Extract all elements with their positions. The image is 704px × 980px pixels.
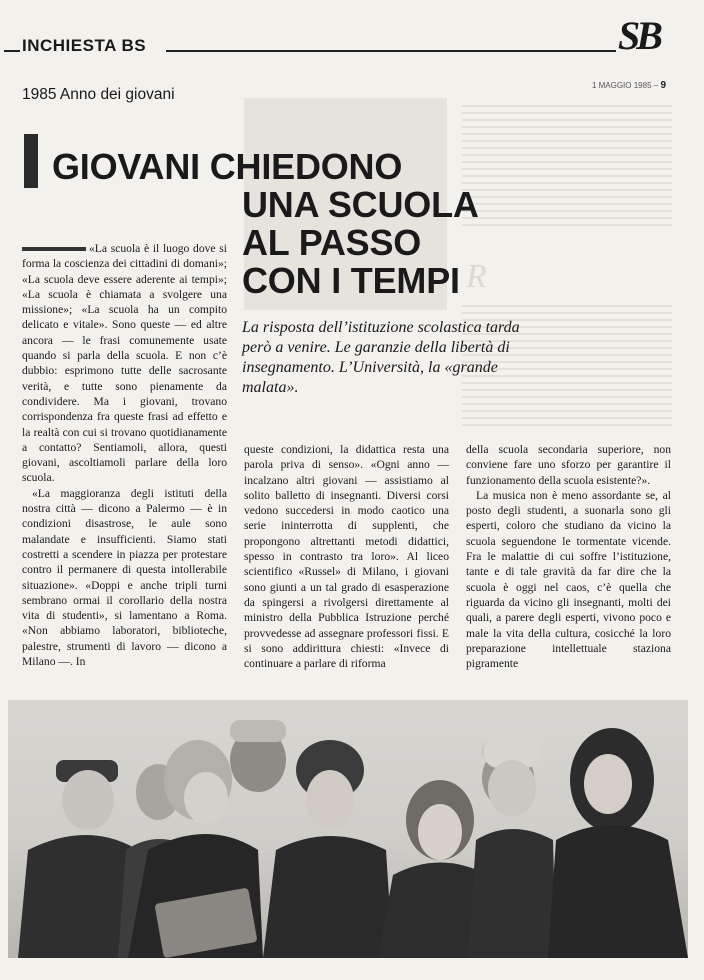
headline-line-3: AL PASSO (242, 222, 422, 263)
ghost-text-block (462, 100, 672, 230)
body-paragraph: della scuola secondaria superiore, non conviene fare uno sforzo per garantire il funzionamento della scuola esistente?». (466, 443, 671, 487)
body-column-2 (244, 442, 449, 671)
issue-date: 1 MAGGIO 1985 (591, 81, 652, 90)
body-paragraph: La musica non è meno assordante se, al posto degli studenti, a suonarla sono gli esperti, coloro che studiano da vicino la scuola seguendone le tormentate vicende. Fra le malattie di cui soffre l’istituzione, tante e di tale gravità da far dire che la scuola è oggi nel caos, c’è quella che riguarda da vicino gli insegnanti, molti dei quali, a parere degli esperti, vivono poco e male la vita della cultura, cosicché la loro preparazione intellettuale staziona pigramente (466, 488, 671, 671)
headline-initial-bar (24, 134, 38, 188)
body-paragraph: «La maggioranza degli istituti della nostra città — dicono a Palermo — è in condizioni disastrose, le aule sono malandate e insufficienti. Siamo stati costretti a scendere in piazza per protestare contro il permanere di questa intollerabile situazione». «Doppi e anche tripli turni sembrano ormai il corollario della nostra vita di studenti», si lamentano a Roma. «Non abbiamo laboratori, biblioteche, palestre, strumenti di lavoro — dicono a Milano —. In (22, 486, 227, 669)
body-paragraph (22, 241, 227, 486)
ghost-initial: R (466, 258, 487, 295)
students-photo-illustration (8, 700, 688, 958)
headline-line-1: GIOVANI CHIEDONO (52, 146, 403, 187)
section-label: INCHIESTA BS (22, 36, 147, 55)
header-rule-left (4, 50, 20, 52)
body-column-3 (466, 442, 671, 671)
kicker: 1985 Anno dei giovani (22, 86, 175, 103)
body-column-1 (22, 241, 227, 669)
headline-line-4: CON I TEMPI (242, 260, 460, 301)
standfirst: La risposta dell’istituzione scolastica tarda però a venire. Le garanzie della libertà di insegnamento. L’Università, la «grande malata». (242, 319, 520, 396)
headline-line-2: UNA SCUOLA (242, 184, 479, 225)
magazine-logo: SB (618, 13, 659, 58)
date-separator: – (653, 81, 661, 90)
header-rule (166, 50, 616, 52)
issue-date-line (592, 80, 666, 91)
page-number: 9 (660, 80, 666, 91)
body-paragraph: queste condizioni, la didattica resta una parola priva di senso». «Ogni anno — incalzano altri giovani — assistiamo al solito balletto di insegnanti. Diversi corsi vedono succedersi in modo caotico una serie ininterrotta di supplenti, che propongono altrettanti metodi didattici, spesso in contrasto tra loro». Al liceo scientifico «Russel» di Milano, i giovani sono giunti a un tal grado di esasperazione da spingersi a rivolgersi direttamente al ministro della Pubblica Istruzione perché provvedesse ad assegnare professori fissi. E si sono addirittura chiesti: «Invece di continuare a parlare di riforma (244, 443, 449, 671)
students-photo (8, 700, 688, 958)
body-text: «La scuola è il luogo dove si forma la coscienza dei cittadini di domani»; «La scuola deve essere aderente ai tempi»; «La scuola è chiamata a svolgere una missione»; «La scuola ha un compito delicato e vitale». Sono queste — ed altre ancora — le frasi comunemente usate quando si parla della scuola. E non c’è dubbio: esprimono tutte delle sacrosante verità, e tutte sono pienamente da condividere. Ma i giovani, trovano corrispondenza fra queste frasi ad effetto e la realtà con cui si trovano quotidianamente a contatto? Sentiamoli, allora, questi giovani, ascoltiamoli parlare della loro scuola. (22, 242, 227, 485)
lead-rule (22, 247, 86, 251)
